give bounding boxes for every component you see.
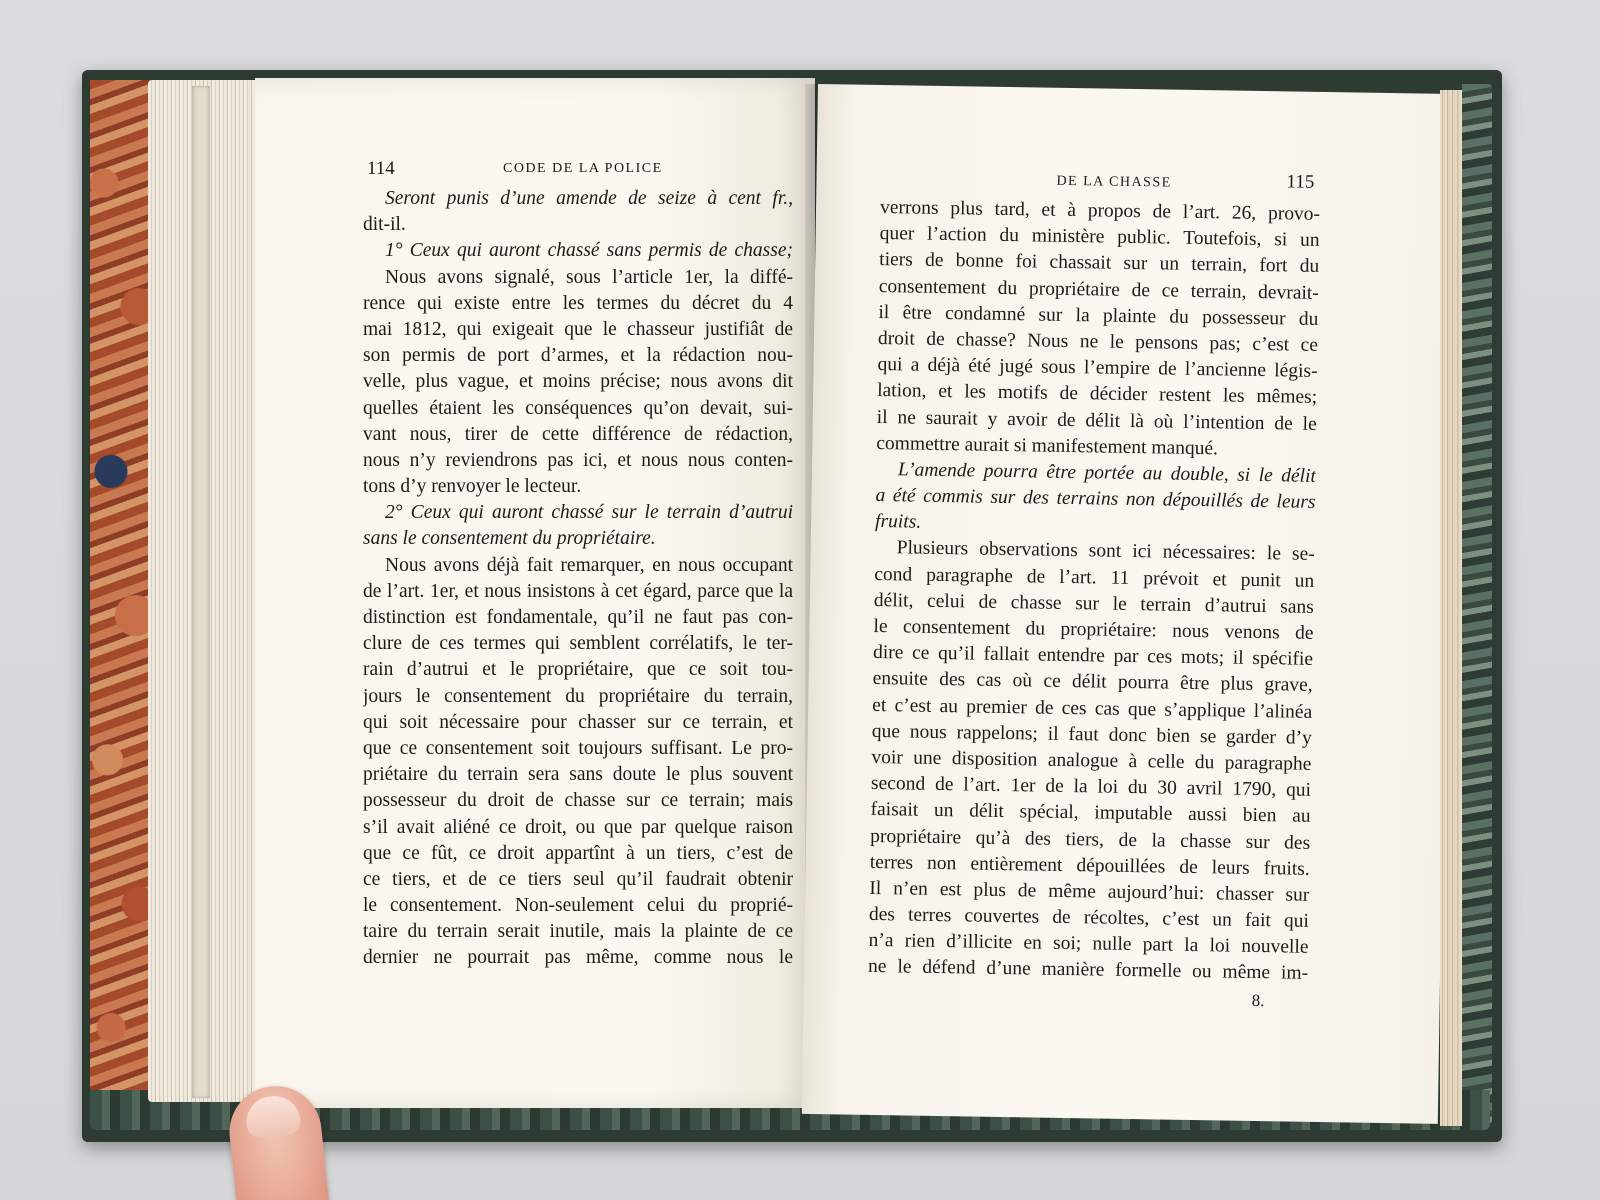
text-line: le consentement. Non-seulement celui du proprié- bbox=[363, 895, 793, 917]
right-page[interactable] bbox=[802, 84, 1454, 1124]
text-line: distinction est fondamentale, qu’il ne faut pas con- bbox=[363, 607, 793, 628]
text-line: voir une disposition analogue à celle du paragraphe bbox=[871, 746, 1312, 775]
text-line: tons d’y renvoyer le lecteur. bbox=[363, 476, 582, 498]
text-line: 1° Ceux qui auront chassé sans permis de chasse; bbox=[385, 240, 793, 262]
text-line: son permis de port d’armes, et la rédaction nou- bbox=[363, 345, 793, 367]
text-line: que ce consentement soit toujours suffisant. Le pro- bbox=[363, 737, 793, 759]
text-line: lation, et les motifs de décider restent les mêmes; bbox=[877, 380, 1318, 409]
page-block-edges-right bbox=[1440, 90, 1462, 1126]
text-line: dit-il. bbox=[363, 214, 406, 236]
text-line: Plusieurs observations sont ici nécessaires: le se- bbox=[896, 537, 1315, 566]
text-line: jours le consentement du propriétaire du terrain, bbox=[363, 685, 793, 707]
text-line: que ce fût, ce droit appartînt à un tiers, c’est de bbox=[363, 842, 793, 864]
text-line: le consentement du propriétaire: nous venons de bbox=[873, 615, 1314, 644]
text-line: Nous avons déjà fait remarquer, en nous occupant bbox=[385, 554, 793, 576]
text-line: dernier ne pourrait pas même, comme nous le bbox=[363, 947, 793, 969]
text-line: propriétaire qu’à des tiers, de la chasse sur des bbox=[870, 825, 1311, 854]
right-running-head: DE LA CHASSE bbox=[1056, 173, 1172, 191]
page-block-gap bbox=[192, 86, 210, 1098]
text-line: terres non entièrement dépouillées de leurs fruits. bbox=[869, 851, 1310, 880]
left-running-head: CODE DE LA POLICE bbox=[503, 161, 663, 176]
text-line: ce tiers, et de ce tiers seul qu’il faudrait obtenir bbox=[363, 868, 793, 890]
text-line: priétaire du terrain sera sans doute le plus souvent bbox=[363, 764, 793, 786]
text-line: Nous avons signalé, sous l’article 1er, la diffé- bbox=[385, 266, 793, 288]
text-line: rence qui existe entre les termes du décret du 4 bbox=[363, 292, 793, 314]
text-line: que nous rappelons; il faut donc bien se garder d’y bbox=[871, 720, 1312, 749]
text-line: nous n’y reviendrons pas ici, et nous nous conten- bbox=[363, 449, 793, 471]
right-page-number: 115 bbox=[1286, 171, 1315, 193]
text-line: cond paragraphe de l’art. 11 prévoit et punit un bbox=[874, 563, 1315, 592]
text-line: Il n’en est plus de même aujourd’hui: chasser sur bbox=[869, 877, 1310, 906]
text-line: quer l’action du ministère public. Toutefois, si un bbox=[879, 223, 1320, 252]
text-line: tiers de bonne foi chassait sur un terrain, fort du bbox=[879, 249, 1320, 278]
text-line: a été commis sur des terrains non dépouillés de leurs bbox=[875, 485, 1316, 513]
text-line: possesseur du droit de chasse sur ce terrain; mais bbox=[363, 790, 793, 812]
text-line: verrons plus tard, et à propos de l’art. 26, provo- bbox=[879, 196, 1321, 225]
text-line: délit, celui de chasse sur le terrain d’autrui sans bbox=[873, 589, 1315, 618]
text-line: il être condamné sur la plainte du possesseur du bbox=[878, 301, 1319, 330]
text-line: qui soit nécessaire pour chasser sur ce terrain, et bbox=[363, 711, 793, 733]
text-line: de l’art. 1er, et nous insistons à cet égard, parce que la bbox=[363, 580, 793, 602]
text-line: sans le consentement du propriétaire. bbox=[363, 528, 656, 550]
left-page-text bbox=[363, 186, 793, 972]
text-line: droit de chasse? Nous ne le pensons pas; c’est ce bbox=[877, 327, 1319, 356]
text-line: ensuite des cas où ce délit pourra être plus grave, bbox=[872, 668, 1313, 697]
text-line: mai 1812, qui exigeait que le chasseur justifiât de bbox=[363, 318, 793, 340]
text-line: qui a déjà été jugé sous l’empire de l’ancienne légis- bbox=[877, 354, 1318, 383]
text-line: L’amende pourra être portée au double, si le délit bbox=[897, 459, 1317, 487]
text-line: et c’est au premier de ces cas que s’applique l’alinéa bbox=[872, 694, 1313, 723]
marbled-board-right bbox=[1462, 84, 1492, 1124]
left-page[interactable] bbox=[255, 78, 815, 1108]
text-line: il ne saurait y avoir de délit là où l’intention de le bbox=[876, 406, 1317, 435]
right-page-text bbox=[868, 195, 1320, 987]
text-line: rain d’autrui et le propriétaire, que ce soit tou- bbox=[363, 659, 793, 681]
text-line: dire ce qu’il fallait entendre par ces mots; il spécifie bbox=[872, 642, 1314, 671]
left-page-number: 114 bbox=[367, 158, 395, 179]
text-line: ne le défend d’une manière formelle ou même im- bbox=[867, 956, 1309, 985]
text-line: fruits. bbox=[874, 511, 922, 533]
signature-mark: 8. bbox=[1251, 990, 1265, 1011]
text-line: faisait un délit spécial, imputable aussi bien au bbox=[870, 799, 1311, 828]
text-line: velle, plus vague, et moins précise; nous avons dit bbox=[363, 371, 793, 393]
text-line: second de l’art. 1er de la loi du 30 avril 1790, qui bbox=[870, 773, 1312, 801]
text-line: consentement du propriétaire de ce terrain, devrait- bbox=[878, 275, 1319, 304]
text-line: taire du terrain serait inutile, mais la plainte de ce bbox=[363, 921, 793, 943]
text-line: n’a rien d’illicite en soi; nulle part la loi nouvelle bbox=[868, 930, 1309, 959]
text-line: 2° Ceux qui auront chassé sur le terrain d’autrui bbox=[385, 502, 793, 524]
text-line: Seront punis d’une amende de seize à cent fr., bbox=[385, 188, 793, 209]
text-line: commettre aurait si manifestement manqué. bbox=[876, 432, 1219, 460]
thumbnail bbox=[244, 1094, 302, 1139]
text-line: vant nous, tirer de cette différence de rédaction, bbox=[363, 423, 793, 445]
text-line: s’il avait aliéné ce droit, ou que par quelque raison bbox=[363, 816, 793, 838]
text-line: quelles étaient les conséquences qu’on devait, sui- bbox=[363, 397, 793, 419]
text-line: clure de ces termes qui semblent corrélatifs, le ter- bbox=[363, 633, 793, 655]
text-line: des terres couvertes de récoltes, c’est un fait qui bbox=[868, 903, 1310, 932]
